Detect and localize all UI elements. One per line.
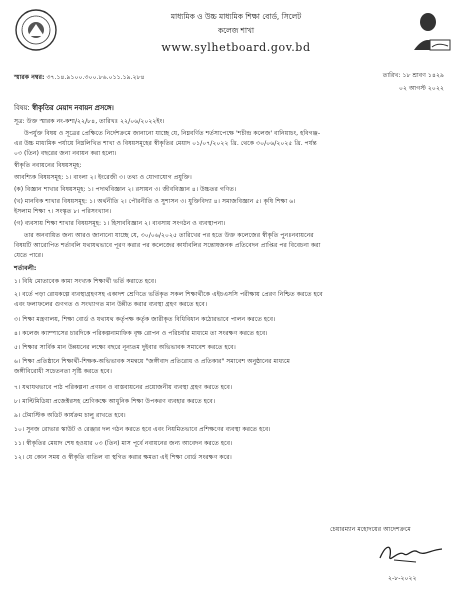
- body-line: স্বীকৃতি নবায়নের বিষয়সমূহ:: [14, 162, 82, 169]
- condition-item: ১২। যে কোন সময় ও স্বীকৃতি বাতিল বা স্থগিত করার ক্ষমতা এই শিক্ষা বোর্ড সংরক্ষণ করে।: [14, 454, 232, 461]
- condition-item: ৯। টেমাস্টিক অডিট কার্যক্রম চালু রাখতে হবে।: [14, 412, 126, 419]
- body-line: (ক) বিজ্ঞান শাখার বিষয়সমূহ: ১। পদার্থবিজ্ঞান ২। রসায়ন ৩। জীববিজ্ঞান ৪। উচ্চতর গণিত।: [14, 186, 237, 193]
- condition-item: জঙ্গীবিরোধী সচেতনতা সৃষ্টি করতে হবে।: [14, 368, 112, 375]
- date-bn: ১৮ শ্রাবণ ১৪২৯: [402, 72, 444, 79]
- date-bn-row: [383, 72, 444, 80]
- condition-item: ১০। সুনজ রোভার স্কাউট ও রেঞ্জার দল গঠন করতে হবে এবং নিয়মিতভাবে প্রশিক্ষণের ব্যবস্থা করতে হবে।: [14, 426, 271, 433]
- condition-item: ৮। মাল্টিমিডিয়া প্রজেক্টরসহ শ্রেণিকক্ষে আধুনিক শিক্ষা উপকরণ ব্যবহার করতে হবে।: [14, 398, 216, 405]
- handwritten-signature: [376, 540, 446, 566]
- subject-label: বিষয়:: [14, 104, 30, 112]
- condition-item: ৬। শিক্ষা প্রতিষ্ঠানে শিক্ষার্থী-শিক্ষক-অভিভাবক সমন্বয়ে "জঙ্গীবাদ প্রতিরোধ ও প্রতিকার" সমাবেশ অনুষ্ঠানের মাধ্যমে: [14, 358, 290, 365]
- body-line: এর উচ্চ মাধ্যমিক পর্যায়ে নিম্নলিখিত শাখা ও বিষয়সমূহের স্বীকৃতির মেয়াদ ০১/০৭/২০২২ খ্রি. থেকে ৩০/০৬/২০২৫ খ্রি. পর্যন্ত: [14, 140, 317, 147]
- memo-number-row: [14, 74, 145, 82]
- body-line: বিষয়টি আরোপিত শর্তাবলি যথাযথভাবে পূরণ করার পর কলেজের কার্যাবলির সন্তোষজনক প্রতিবেদন প্রাপ্তির পর বিবেচনা করা: [14, 242, 321, 249]
- body-line: (গ) ব্যবসায় শিক্ষা শাখার বিষয়সমূহ: ১। হিসাববিজ্ঞান ২। ব্যবসায় সংগঠন ও ব্যবস্থাপনা।: [14, 220, 226, 227]
- condition-item: ১। বিধি মোতাবেক কাম্য সংখ্যক শিক্ষার্থী ভর্তি করাতে হবে।: [14, 278, 157, 285]
- body-line: উপর্যুক্ত বিষয় ও সূত্রের প্রেক্ষিতে নির্দেশক্রমে জানানো যাচ্ছে যে, নিম্নবর্ণিত শর্তসাপেক্ষে 'শচীন্দ্র কলেজ' বানিয়াচং, হবিগঞ্জ-: [24, 130, 321, 137]
- body-line: তার অনবায়িত জন্য আরও জানানো যাচ্ছে যে, ৩০/০৬/২০২৫ তারিখের পর হতে উক্ত কলেজের স্বীকৃতি পুনঃনবায়নের: [24, 232, 314, 239]
- authority-line: চেয়ারম্যান মহোদয়ের আদেশক্রমে: [330, 526, 411, 533]
- subject-text: স্বীকৃতির মেয়াদ নবায়ন প্রসঙ্গে।: [31, 104, 114, 112]
- board-name: মাধ্যমিক ও উচ্চ মাধ্যমিক শিক্ষা বোর্ড, সিলেট: [170, 12, 302, 21]
- date-en: ০২ আগস্ট ২০২২: [399, 85, 444, 92]
- condition-item: ১১। স্বীকৃতির মেয়াদ শেষ হওয়ার ০৩ (তিন) মাস পূর্বে নবায়নের জন্য আবেদন করতে হবে।: [14, 440, 233, 447]
- body-line: (খ) মানবিক শাখার বিষয়সমূহ: ১। অর্থনীতি ২। পৌরনীতি ও সুশাসন ৩। যুক্তিবিদ্যা ৪। সমাজবিজ্ঞান ৫। কৃষি শিক্ষা ৬।: [14, 198, 296, 205]
- body-line: ০৩ (তিন) বছরের জন্য নবায়ন করা হলো।: [14, 150, 117, 157]
- subject-row: [14, 104, 114, 112]
- memo-number: ৩৭.১৪.৯১০০.৩০০.৮৬.০১১.১৯.২৮৪: [46, 74, 145, 81]
- condition-item: ৭। যথাযথভাবে পাঠ পরিকল্পনা প্রণয়ন ও বাস্তবায়নের প্রয়োজনীয় ব্যবস্থা গ্রহণ করতে হবে।: [14, 384, 233, 391]
- website-link[interactable]: www.sylhetboard.gov.bd: [161, 41, 311, 54]
- conditions-title: শর্তাবলী:: [14, 265, 37, 272]
- memo-label: স্মারক নম্বর:: [14, 74, 45, 81]
- signature-date: ২-৮-২০২২: [388, 575, 417, 582]
- reference-line: সূত্র: উক্ত স্মারক নং-কশা/২২/৮৪, তারিখঃ ২২/০৬/২০২২ইং।: [14, 118, 165, 125]
- body-line: আবশ্যিক বিষয়সমূহ: ১। বাংলা ২। ইংরেজী ৩। তথ্য ও যোগাযোগ প্রযুক্তি।: [14, 174, 192, 181]
- condition-item: এবং ফলাফলের গুণগত ও সংখ্যাগত মান উন্নীত করার ব্যবস্থা গ্রহণ করতে হবে।: [14, 301, 208, 308]
- condition-item: ৩। শিক্ষা মন্ত্রণালয়, শিক্ষা বোর্ড ও যথাযথ কর্তৃপক্ষ কর্তৃক জারীকৃত বিধিবিধান কঠোরভাবে পালন করতে হবে।: [14, 316, 276, 323]
- condition-item: ৫। শিক্ষার সার্বিক মান উন্নয়নের লক্ষ্যে বছরে নূন্যতম দুইবার অভিভাবক সমাবেশ করতে হবে।: [14, 344, 236, 351]
- condition-item: ২। বর্তে পড়া রোধকল্পে ব্যবস্থাগ্রহণসহ একাদশ শ্রেণিতে ভর্তিকৃত সকল শিক্ষার্থীকে এইচএসসি পরীক্ষায় প্রেরণ নিশ্চিত করতে হবে: [14, 291, 323, 298]
- body-line: ইসলাম শিক্ষা ৭। সংস্কৃত ৮। পরিসংখ্যান।: [14, 208, 112, 215]
- date-label: তারিখ:: [382, 72, 401, 79]
- body-line: যেতে পারে।: [14, 252, 44, 259]
- condition-item: ৪। কলেজ ক্যাম্পাসের চারদিকে পরিকল্পনামাফিক বৃক্ষ রোপন ও পরিচর্যার মাধ্যমে তা সংরক্ষণ করতে হবে।: [14, 330, 268, 337]
- branch-name: কলেজ শাখা: [217, 26, 255, 35]
